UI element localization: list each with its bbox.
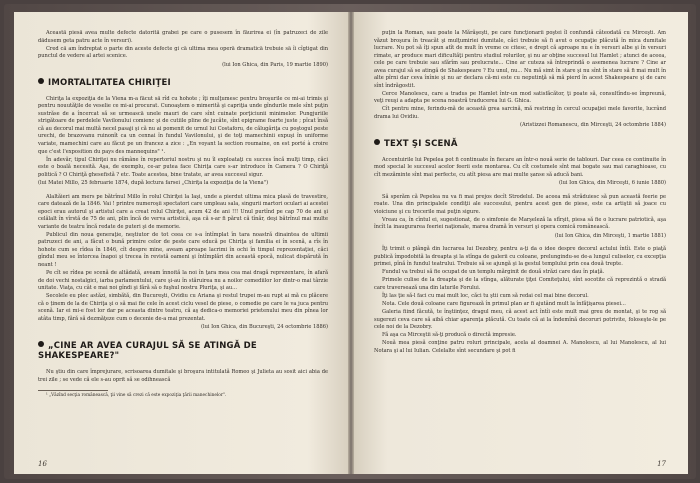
paragraph: Galeria fiind făcută, te înştiinţez, dragul meu, că acest act întîi este mult mai greu de montat, şi te rog să sugerezi ceva care să aibă chiar aparenţa plăcută. Cu toate că ai la îndemînă decoruri potrivite, foloseşte-le pe cele noi de la Dezobry. [374, 309, 666, 331]
paragraph: Secolele eu plec astăzi, simbătă, din Bucureşti, Ovidiu cu Ariana şi restul trupei m-au rupt ai mă cu plăcere că o ținem de la de Chiriţa şi o să mai fie cele în acest ciclu vesel de piese, o comedie pe care le va juca pentru scenă. Iar ei mi-e fost lor dar pe aceasta dintre teatru, că aş dedica-o memoriei prietenului meu din pînea lor atâta timp, fără să dezmăţeze cum o decenie de-a mai prezentat. [38, 293, 328, 322]
paragraph: Fă aşa ca Mirceştii să-ţi producă o directă impresie. [382, 332, 517, 339]
paragraph: Cred cä am îndreptat o parte din aceste defecte gi cä ultima mea operä dramaticä trebuie sä îi cîgtigat din punctul de vedere al artei scenice. [38, 45, 328, 60]
paragraph: Nota. Cele două coloane care figurează în primul plan ar fi ajutând mult la înfăţişarea piesei... [382, 301, 626, 308]
paragraph: Nouă mea piesă conţine patru roluri principale, acela al doamnei A. Manolescu, al lui Manolescu, al lui Notara şi al lui Iulian. Celelalte sînt secundare şi pot fi [374, 340, 666, 354]
paragraph: Alaltăieri am mers pe bătrînul Millo în rolul Chiriţei la Iaşi, unde a pierdut ultima mica plasă de travestire, care datează de la 1846. Vai ! printre numeroşii spectatori care umpleau sala, singurii martori oculari ai acestei epoci erau autorul şi artistul care a creat rolul Chiriţei, acum 42 de ani !!! Unul purtînd pe cap 70 de ani şi celălalt în vîrstă de 75 de ani, plin încă de verva artistică, aşa că s-ar fi părut că tînăr, deşi bătrînul mai multe variante de teatru încă redate de puteri şi de memorie. [38, 193, 328, 230]
left-page [14, 12, 348, 474]
section-heading [38, 341, 328, 362]
paragraph: Accentuirile lui Pepelea pot fi continuate în fiecare an într-o nouă serie de tablouri. Dar ceea ce continuite în mod special le succesul acelor feerii este montarea. Cu cît costumele sînt mai bogate sau mai caraghioase, cu cît mezăminte sînt mai perfecte, cu atît piesa are mai multe şanse să aducă bani. [374, 156, 666, 178]
paragraph: În adevăr, tipul Chiriţei nu rămâne în repertoriul nostru şi nu îl exploataţi cu succes încă mulţi timp, căci este o boală necesită. Aşa, de exemplu, ce-ar putea face Chiriţa care s-ar introduce în Camera ? O Chiriţă politică ? O Chiriţă ghesefistă ? etc. Toate acestea, bine tratate, ar avea succesul sigur. [38, 156, 328, 178]
right-page [354, 12, 688, 474]
section-heading [374, 139, 666, 150]
paragraph: Aceastä piesä avea multe defecte datoritä grabei pe care o pusesem în fäurirea ei (în patruzeci de zile dädusem geta patru acte în versuri). [38, 30, 328, 44]
bullet-icon [38, 78, 44, 84]
paragraph: Pe cît se rîdea pe scenă de altădată, aveam înnoită la noi în ţara mea cea mai dragă reprezentare, în afară de doi vechi nostalgici, iarba parlamentului, care şi-au în stăruirea nu a noilor comediilor lor dintr-o mai târzie unitate. Viaţa, cu cât e mai noi gîndi şi fără să o fuşhul nostru Pluriţa, şi au... [38, 269, 328, 292]
citation: (Aristizzei Romanescu, din Mirceşti, 24 octombrie 1884) [519, 122, 666, 129]
paragraph: Chiriţa la expoziţia de la Viena m-a fäcut sä rîd cu hohote ; îţi mulţumesc pentru broşurile ce mi-ai trimis şi pentru nouutăţile de veselie ce mi-ai procurat. Cunoaştem o mimerită şi capriţia unde gîndurile mele sînt puţin sustrăse de a încercat să se urmeascä unele mauri de care sînt cuinate porţiciunii minimelor. Pungjuriile strigătoare de perdelele Vavilonului comienc şi de cutiile pline de jucăte, sînt epigrame foarte juste ; pîcat însă că au decorul mai multă necel pasaji şi că nu ai pomenit de urnul lui Costaforu, de călugăriţa cu poştogul peste urechi, de brazovanu ruinonît ca un cennai în fundul Vavilonului, şi de toţi mamechinii expuşi în uniforme variate, mamechini care au făcut pe un francez a zice : „En voyant la section roumaine, on est porté à croire que c'est l'exposition du pays des mannequins" ¹. [38, 95, 328, 155]
bullet-icon [38, 341, 44, 347]
citation: (lui Ion Ghica, din Bucureşti, 24 octombrie 1886) [200, 324, 328, 331]
paragraph: Primele culise de la dreapta şi de la stînga, alăturate ţiţei Comiteţului, sînt socotite că reprezintă o stradă care traversează una din laturile Forului. [374, 277, 666, 291]
paragraph: Cerce Manolescu, care a tradus pe Hamlet într-un mod satisfăcător, ţi poate să, consultîndu-se împreună, veţi reuşi a adapta pe scena noastră traducerea lui G. Ghica. [374, 90, 666, 105]
left-intro [38, 30, 328, 69]
paragraph: Cît pentru mine, ferindu-mă de această grea sarcină, mă restring în cercul ocupaţiei mele favorite, lucrând drama lui Ovidiu. [374, 106, 666, 120]
paragraph: Nu ştiu din care împrejurare, scrisoarea dumitale şi broşura intitulată Romeo şi Julieta au sosit aici abia de trei zile ; se vede că ele s-au oprit să se odihnească [38, 368, 328, 383]
section-heading-text: IMORTALITATEA CHIRIŢEI [48, 78, 171, 89]
paragraph: Publicul din noua generaţie, neştiutor de tot ceea ce s-a întîmplat în tara noastră dinaintea de ultimii patruzeci de ani, a făcut o bună primire celor de peste care educă pe Chiriţa şi familia ei în scenă, a rîs în hohote cum se rîdea în 1846, cît despre mine, aveam aproape lacrimi în ochi în timpul reprezentaţiei, căci gîndul meu se întorcea înapoi şi trecea în revistă oameni şi întîmplări din această epocă, nulicat dispărută în neant ! [38, 231, 328, 268]
paragraph: Vreau ca, în cîntul ei, sugestionat, de o simfonie de Marşeleză la sfîrşit, piesa să fie o lucrare patriotică, aşa încît la inaugurarea feeriei naţionale, marea dramă în versuri şi opera comică românească. [374, 216, 666, 231]
open-book [4, 4, 696, 479]
citation: (lui Ion Ghica, din Mirceşti, 1 martie 1881) [554, 232, 666, 239]
section-heading-text: TEXT ŞI SCENĂ [384, 138, 458, 149]
footnote-rule [38, 390, 108, 391]
page-number: 16 [38, 460, 47, 468]
bullet-icon [374, 139, 380, 145]
paragraph: Să sperăm că Pepelea nu va fi mai prejos decît Strodelul. De aceea mă străduiesc să pun această feerie pe roate. Una din principalele condiţii ale succesului, pentru acest gen de piese, este ca artiştii să joace cu vioiciune şi cu trecerile mai puţin sigure. [374, 193, 666, 215]
paragraph: puţin la Roman, sau poate la Mărăşeşti, pe care funcţionarii poştei îl confundă câteodată cu Mirceşti. Am văzut broşura în treacăt şi mulţumiriei dumitale, căci trebuie să fi avut o ocupaţie plăcută în mica dumitale lucrare. Nu pot să îţi spun atît de mult în vreme ce citesc, e drept că aproape nu e în versuri albe şi în versuri rimate, ar produce mari dificultăţi pentru studiul rolurilor, şi nu ar obţine succesul lui Hamlet ; atunci de aceea, cele pe care trebuie sau sfărîm sau prelucrate... Cine ar cuteza să întreprindă o asemenea lucrare ? Cine ar avea curajul să se atingă de Shakespeare ? Eu unul, nu... Nu mă simt în stare şi nu sînt în stare să fi mai mult în alte pîrni dar ceva înînie şi nu ar declara că-mi este cu neputinţă să mă pierd în acest Shakespeare şi de care sînt îndrăgostit. [374, 30, 666, 89]
paragraph: Fundul va trebui să fie ocupat de un templu mărginit de două străzi care dau în piaţă. [382, 269, 605, 276]
paragraph: Îţi las ţie să-l faci cu mai mult loc, căci tu ştii cum să redai cel mai bine decorul. [382, 293, 589, 300]
citation: (lui Ion Ghica, din Mirceşti, 6 iunie 1880) [559, 180, 666, 187]
section-heading [38, 78, 328, 89]
page-number: 17 [657, 460, 666, 468]
paragraph: Îţi trimit o plângă din lucrarea lui Dezobry, pentru a-ţi da o idee despre decorul actului întîi. Este o piaţă publică împodobită la dreapta şi la stînga de galerii cu coloane, prelungindu-se de-a lungul culiselor, cu excepţia primei, pînă în fundul teatrului. Trebuie să se ajungă şi la gestul templului prin cea două trepte. [374, 246, 666, 268]
footnote: ¹ „Văzînd secţia românească, ţii vine să crezi că este expoziţia ţării manechinelor". [46, 393, 227, 399]
section-heading-text: „CINE AR AVEA CURAJUL SĂ SE ATINGĂ DE SHAKESPEARE?" [38, 340, 257, 362]
citation: (lui Ion Ghica, din Paris, 19 martie 1890) [222, 61, 328, 68]
citation: (lui Matei Millo, 25 februarie 1874, după lectura farsei „Chiriţa la expoziţia de la Viena") [38, 180, 269, 187]
